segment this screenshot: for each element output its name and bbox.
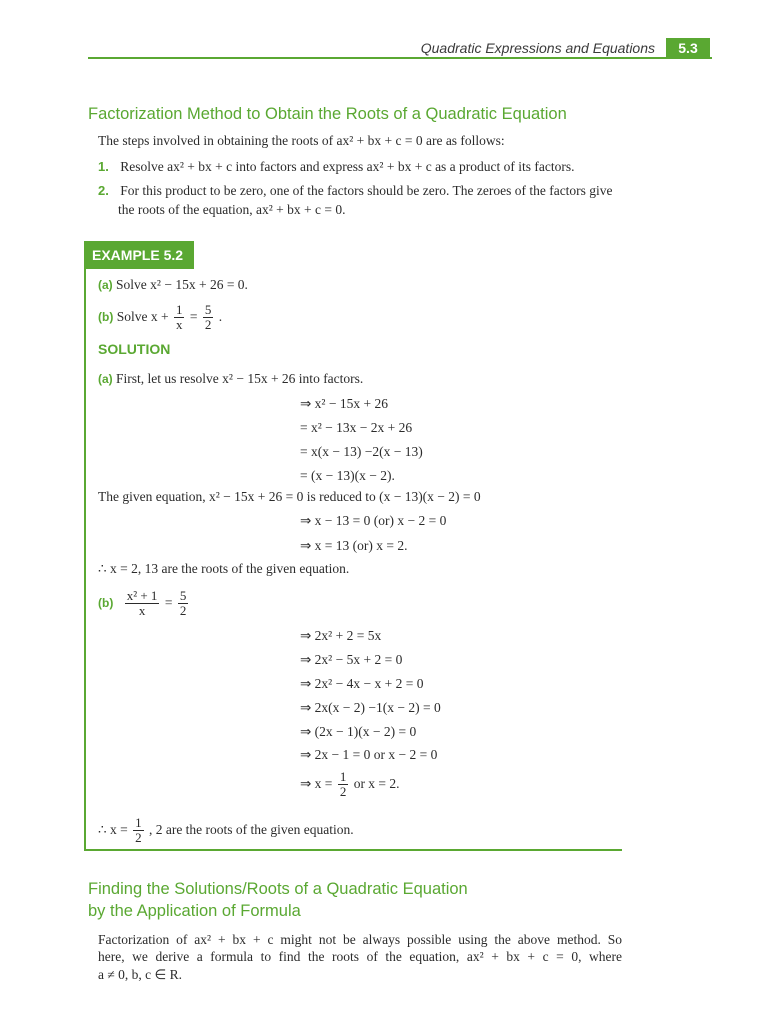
- denominator: 2: [135, 830, 142, 846]
- step-number: 2.: [98, 183, 109, 198]
- section2-paragraph-line2: here, we derive a formula to find the roots of the equation, ax² + bx + c = 0, where: [98, 949, 622, 964]
- fraction: [338, 770, 349, 799]
- step-number: 1.: [98, 159, 109, 174]
- solution-a-conclusion: ∴ x = 2, 13 are the roots of the given equation.: [98, 561, 350, 576]
- derivation-step: ⇒ x = 13 (or) x = 2.: [300, 538, 408, 553]
- header-rule: [88, 57, 712, 59]
- fraction: [133, 816, 144, 845]
- derivation-step: = x² − 13x − 2x + 26: [300, 420, 413, 435]
- fraction: [174, 303, 185, 332]
- denominator: 2: [179, 603, 187, 619]
- conclusion-suffix: , 2 are the roots of the given equation.: [148, 822, 354, 837]
- running-head-title: Quadratic Expressions and Equations: [420, 40, 655, 56]
- numerator: 1: [175, 302, 183, 318]
- step-1: [98, 158, 575, 176]
- derivation-step: ⇒ x − 13 = 0 (or) x − 2 = 0: [300, 513, 447, 528]
- solution-b-conclusion: [98, 812, 354, 848]
- part-label: (a): [98, 278, 113, 292]
- example-part-b: [98, 302, 222, 332]
- numerator: x² + 1: [126, 588, 158, 604]
- derivation-step: = (x − 13)(x − 2).: [300, 468, 395, 483]
- final-step: [300, 766, 400, 802]
- derivation-step: = x(x − 13) −2(x − 13): [300, 444, 423, 459]
- example-tab: EXAMPLE 5.2: [84, 241, 194, 269]
- solution-b-start: [98, 586, 190, 620]
- section1-intro: The steps involved in obtaining the roots of ax² + bx + c = 0 are as follows:: [98, 133, 505, 148]
- step-2: [98, 182, 613, 200]
- section-heading-factorization: Factorization Method to Obtain the Roots of a Quadratic Equation: [88, 105, 567, 123]
- numerator: 1: [339, 769, 347, 785]
- denominator: x: [175, 317, 183, 333]
- solution-a-intro: [98, 370, 363, 388]
- section-number-badge: 5.3: [666, 38, 710, 58]
- final-suffix: or x = 2.: [353, 776, 400, 791]
- period: .: [218, 309, 223, 324]
- part-label: (b): [98, 596, 114, 610]
- section-heading-formula-line2: by the Application of Formula: [88, 902, 301, 920]
- numerator: 5: [204, 302, 212, 318]
- derivation-step: ⇒ (2x − 1)(x − 2) = 0: [300, 724, 417, 739]
- part-label: (b): [98, 310, 114, 324]
- derivation-step: ⇒ x² − 15x + 26: [300, 396, 388, 411]
- example-part-a: [98, 276, 248, 294]
- reduced-equation: The given equation, x² − 15x + 26 = 0 is reduced to (x − 13)(x − 2) = 0: [98, 489, 481, 504]
- derivation-step: ⇒ 2x² − 4x − x + 2 = 0: [300, 676, 424, 691]
- part-text: Solve x +: [116, 309, 169, 324]
- derivation-step: ⇒ 2x − 1 = 0 or x − 2 = 0: [300, 747, 438, 762]
- equals-sign: =: [164, 595, 173, 610]
- fraction: [178, 589, 189, 618]
- derivation-step: ⇒ 2x(x − 2) −1(x − 2) = 0: [300, 700, 441, 715]
- fraction: [203, 303, 214, 332]
- section2-paragraph-line1: Factorization of ax² + bx + c might not be always possible using the above method. So: [98, 932, 622, 947]
- derivation-step: ⇒ 2x² − 5x + 2 = 0: [300, 652, 403, 667]
- denominator: x: [138, 603, 146, 619]
- section2-paragraph-line3: a ≠ 0, b, c ∈ R.: [98, 967, 183, 982]
- conclusion-prefix: ∴ x =: [98, 822, 128, 837]
- step-text: For this product to be zero, one of the factors should be zero. The zeroes of the factors give: [120, 183, 613, 198]
- part-label: (a): [98, 372, 113, 386]
- solution-heading: SOLUTION: [98, 341, 171, 357]
- denominator: 2: [204, 317, 212, 333]
- fraction: [125, 589, 160, 618]
- part-text: Solve x² − 15x + 26 = 0.: [116, 277, 248, 292]
- final-prefix: ⇒ x =: [300, 776, 333, 791]
- step-2-continued: the roots of the equation, ax² + bx + c = 0.: [118, 202, 346, 217]
- part-text: First, let us resolve x² − 15x + 26 into factors.: [116, 371, 364, 386]
- equals-sign: =: [189, 309, 198, 324]
- numerator: 1: [135, 815, 142, 831]
- numerator: 5: [179, 588, 187, 604]
- derivation-step: ⇒ 2x² + 2 = 5x: [300, 628, 382, 643]
- example-box-bottom-rule: [84, 849, 622, 851]
- denominator: 2: [339, 784, 347, 800]
- step-text: Resolve ax² + bx + c into factors and express ax² + bx + c as a product of its factors.: [120, 159, 575, 174]
- section-heading-formula-line1: Finding the Solutions/Roots of a Quadratic Equation: [88, 880, 468, 898]
